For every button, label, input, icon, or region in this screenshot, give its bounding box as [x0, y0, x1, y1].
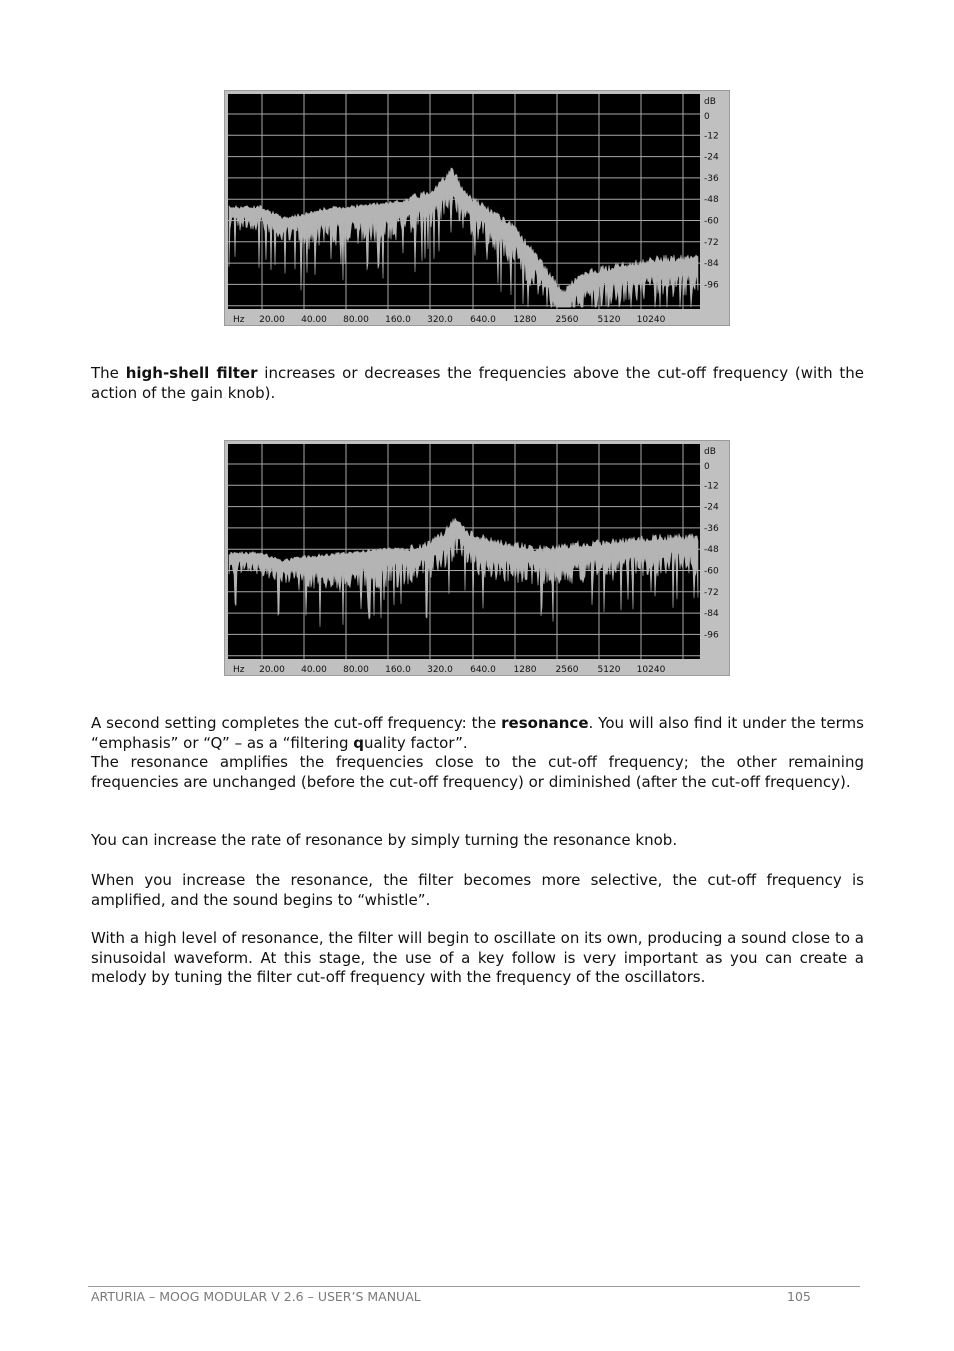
term-high-shell-filter: high-shell filter [125, 364, 258, 382]
x-tick-label: 10240 [636, 665, 666, 675]
x-tick-label: 640.0 [470, 665, 496, 675]
y-tick-label: -36 [704, 523, 719, 534]
y-tick-label: -84 [704, 609, 719, 620]
x-tick-label: 320.0 [427, 665, 453, 675]
x-tick-label: 20.00 [259, 665, 285, 675]
x-tick-label: 2560 [555, 315, 579, 325]
y-tick-label: -84 [704, 259, 719, 270]
footer-divider [88, 1286, 860, 1287]
y-tick-label: -36 [704, 173, 719, 184]
y-axis-label: dB [704, 447, 716, 457]
y-tick-label: -48 [704, 545, 719, 556]
x-axis-label: Hz [233, 665, 245, 675]
paragraph-oscillate: With a high level of resonance, the filter will begin to oscillate on its own, producing a sound close to a sinusoidal waveform. At this stage, the use of a key follow is very important as you can create a melody by tuning the filter cut-off frequency with the frequency of the oscillators. [91, 929, 864, 987]
y-tick-label: 0 [704, 462, 710, 472]
y-tick-label: -60 [704, 216, 719, 227]
x-tick-label: 1280 [513, 665, 537, 675]
y-tick-label: -72 [704, 237, 719, 248]
y-tick-label: -96 [704, 630, 719, 641]
x-axis-label: Hz [233, 315, 245, 325]
x-tick-label: 10240 [636, 315, 666, 325]
x-tick-label: 5120 [597, 315, 621, 325]
x-tick-label: 2560 [555, 665, 579, 675]
y-axis-label: dB [704, 97, 716, 107]
paragraph-resonance-amplifies: The resonance amplifies the frequencies close to the cut-off frequency; the other remaining frequencies are unchanged (before the cut-off frequency) or diminished (after the cut-off frequency). [91, 753, 864, 791]
y-tick-label: -12 [704, 481, 719, 492]
x-tick-label: 5120 [597, 665, 621, 675]
spectrum-figure-2 [224, 440, 730, 676]
paragraph-high-shell: The high-shell filter increases or decreases the frequencies above the cut-off frequency (with the action of the gain knob). [91, 364, 865, 402]
x-tick-label: 320.0 [427, 315, 453, 325]
y-tick-label: -96 [704, 280, 719, 291]
y-tick-label: 0 [704, 112, 710, 122]
x-tick-label: 80.00 [343, 665, 369, 675]
x-tick-label: 40.00 [301, 315, 327, 325]
paragraph-resonance-knob: You can increase the rate of resonance by simply turning the resonance knob. [91, 831, 678, 849]
x-tick-label: 40.00 [301, 665, 327, 675]
x-tick-label: 1280 [513, 315, 537, 325]
paragraph-selective: When you increase the resonance, the filter becomes more selective, the cut-off frequency is amplified, and the sound begins to “whistle”. [91, 871, 864, 909]
paragraph-resonance-intro: A second setting completes the cut-off frequency: the resonance. You will also find it under the terms “emphasis” or “Q” – as a “filtering quality factor”. The resonance amplifies the frequencies close to the cut-off frequency; the other remaining frequencies are unchanged (before the cut-off frequency) or diminished (after the cut-off frequency). [91, 714, 864, 791]
y-tick-label: -12 [704, 131, 719, 142]
term-q-letter: q [353, 733, 364, 752]
footer-page-number: 105 [787, 1289, 811, 1304]
y-tick-label: -48 [704, 195, 719, 206]
y-tick-label: -72 [704, 587, 719, 598]
spectrum-figure-1 [224, 90, 730, 326]
spectrum-chart-2 [225, 441, 729, 675]
y-tick-label: -24 [704, 152, 719, 163]
x-tick-label: 160.0 [385, 315, 411, 325]
footer-manual-title: ARTURIA – MOOG MODULAR V 2.6 – USER’S MANUAL [91, 1289, 421, 1304]
y-tick-label: -60 [704, 566, 719, 577]
spectrum-chart-1 [225, 91, 729, 325]
x-tick-label: 80.00 [343, 315, 369, 325]
x-tick-label: 160.0 [385, 665, 411, 675]
x-tick-label: 640.0 [470, 315, 496, 325]
term-resonance: resonance [501, 714, 589, 732]
y-tick-label: -24 [704, 502, 719, 513]
x-tick-label: 20.00 [259, 315, 285, 325]
